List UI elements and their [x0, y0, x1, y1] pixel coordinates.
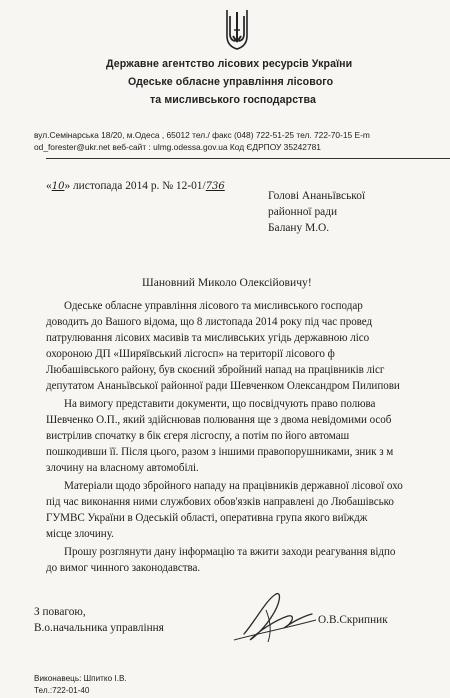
agency-name: Державне агентство лісових ресурсів України	[106, 58, 353, 70]
body-line: депутатом Ананьївської районної ради Шевченком Олександром Пилипови	[46, 380, 400, 392]
body-line: вистрілив спочатку в бік єгеря лісгоспу, а потім по його автомаш	[46, 430, 350, 442]
trident-emblem-icon	[224, 6, 250, 50]
body-line: Одеське обласне управління лісового та мисливського господар	[64, 300, 363, 312]
body-line: На вимогу представити документи, що посвідчують право полюва	[64, 398, 376, 410]
body-line: до вимог чинного законодавства.	[46, 562, 201, 574]
date-prefix: «	[46, 180, 52, 192]
body-line: Шевченко О.П., який здійснював полювання ще з двома невідомими особ	[46, 414, 392, 426]
body-line: ГУМВС України в Одеській області, оперативна група якого виїждж	[46, 512, 368, 524]
contacts-web: od_forester@ukr.net веб-сайт : ulmg.odessa.gov.ua Код ЄДРПОУ 35242781	[34, 142, 321, 152]
body-line: пошкодивши її. Після цього, разом з іншими правопорушниками, зник з м	[46, 446, 394, 458]
contacts-address: вул.Семінарська 18/20, м.Одеса , 65012 тел./ факс (048) 722-51-25 тел. 722-70-15 E-m	[34, 130, 370, 140]
addressee-line1: Голові Ананьївської	[268, 190, 366, 202]
salutation: Шановний Миколо Олексійовичу!	[142, 276, 312, 289]
department-name-line1: Одеське обласне управління лісового	[128, 76, 334, 88]
registration-line	[46, 180, 225, 192]
outgoing-number: 736	[205, 181, 225, 192]
date-day: 10	[51, 181, 65, 192]
body-line: патрулювання лісових масивів та мисливських угідь державною лісо	[46, 332, 370, 344]
addressee-line3: Балану М.О.	[268, 222, 330, 234]
body-line: доводить до Вашого відома, що 8 листопада 2014 року під час провед	[46, 316, 373, 328]
executor-name: Виконавець: Шпитко І.В.	[34, 674, 127, 683]
closing-position: В.о.начальника управління	[34, 622, 164, 634]
date-rest: » листопада 2014 р. № 12-01/	[64, 180, 206, 192]
body-line: Любашівського району, був скоєний збройний напад на працівників лісг	[46, 364, 385, 376]
executor-phone: Тел.:722-01-40	[34, 686, 90, 695]
signer-name: О.В.Скрипник	[318, 614, 388, 626]
body-line: під час виконання ними службових обов'язків направлені до Любашівсько	[46, 496, 394, 508]
body-line: місце злочину.	[46, 528, 114, 540]
body-line: злочину на власному автомобілі.	[46, 462, 199, 474]
body-line: Прошу розглянути дану інформацію та вжити заходи реагування відпо	[64, 546, 396, 558]
body-line: охороною ДП «Ширяївський лісгосп» на території лісового ф	[46, 348, 335, 360]
handwritten-signature	[226, 590, 318, 646]
department-name-line2: та мисливського господарства	[150, 94, 316, 106]
closing-regards: З повагою,	[34, 606, 86, 618]
body-line: Матеріали щодо збройного нападу на працівників державної лісової охо	[64, 480, 403, 492]
addressee-line2: районної ради	[268, 206, 338, 218]
letterhead-divider	[46, 158, 450, 159]
